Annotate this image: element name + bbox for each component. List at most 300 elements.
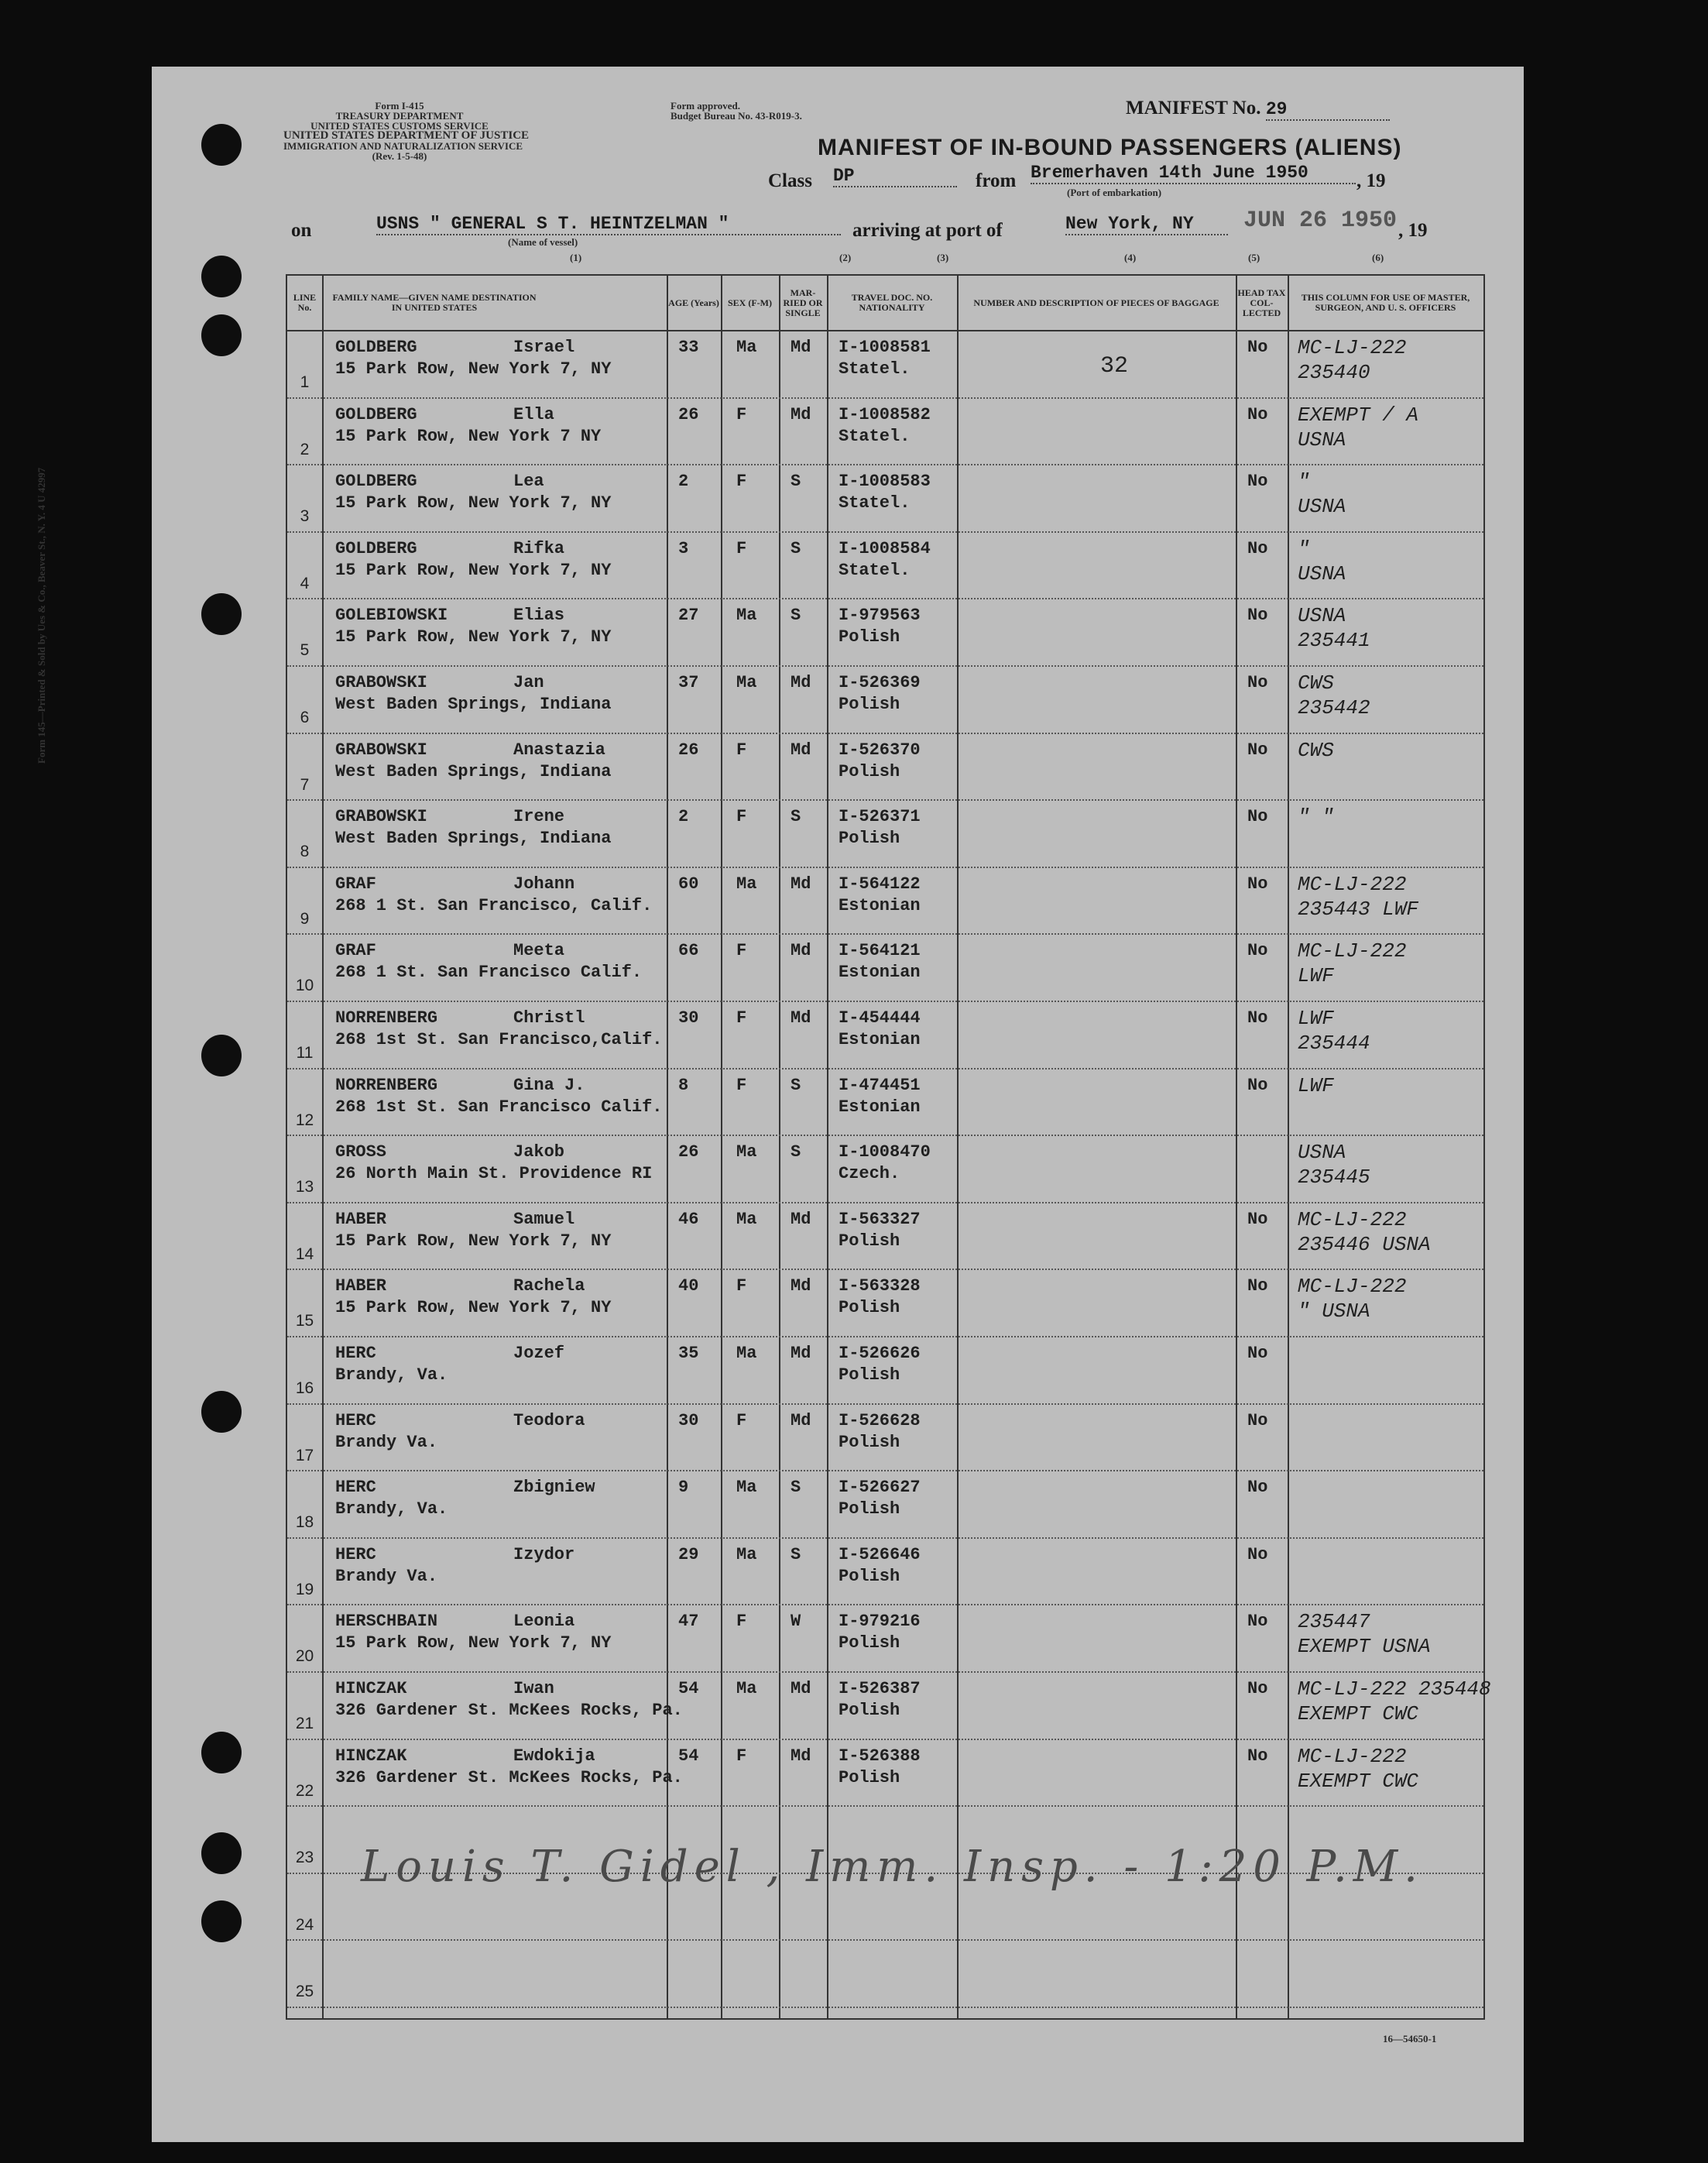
head-tax: No	[1247, 1746, 1268, 1766]
officer-note: MC-LJ-222	[1298, 1207, 1407, 1231]
sex: F	[736, 941, 747, 961]
destination: 15 Park Row, New York 7, NY	[335, 560, 612, 580]
head-tax: No	[1247, 606, 1268, 626]
officer-note: MC-LJ-222	[1298, 1744, 1407, 1768]
nationality: Estonian	[839, 1030, 921, 1049]
officer-note: LWF	[1298, 1073, 1334, 1097]
age: 30	[678, 1008, 699, 1028]
col-number: (3)	[937, 252, 949, 263]
destination: 15 Park Row, New York 7, NY	[335, 627, 612, 647]
destination: 15 Park Row, New York 7, NY	[335, 359, 612, 379]
line-number: 17	[295, 1446, 314, 1464]
age: 35	[678, 1344, 699, 1363]
age: 30	[678, 1410, 699, 1430]
given-name: Israel	[513, 338, 575, 357]
officer-note: "	[1298, 537, 1310, 561]
age: 9	[678, 1478, 689, 1498]
family-name: NORRENBERG	[335, 1008, 438, 1028]
table-row	[287, 1135, 1483, 1203]
nationality: Polish	[839, 695, 900, 714]
sex: F	[736, 1746, 747, 1766]
sex: Ma	[736, 606, 757, 626]
given-name: Rachela	[513, 1276, 585, 1296]
travel-doc-no: I-526387	[839, 1679, 921, 1698]
travel-doc-no: I-526627	[839, 1478, 921, 1498]
marital-status: S	[791, 1142, 801, 1162]
approval-note: Form approved. Budget Bureau No. 43-R019-3.	[671, 100, 802, 122]
inspector-signature: Louis T. Gidel , Imm. Insp. - 1:20 P.M.	[361, 1842, 1424, 1892]
nationality: Polish	[839, 627, 900, 647]
family-name: GRABOWSKI	[335, 807, 427, 827]
head-tax: No	[1247, 1344, 1268, 1363]
travel-doc-no: I-1008583	[839, 472, 931, 492]
sex: F	[736, 472, 747, 492]
table-row	[287, 1739, 1483, 1808]
officer-note-2: 235441	[1298, 629, 1370, 653]
officer-note-2: EXEMPT CWC	[1298, 1702, 1419, 1725]
header-officers: THIS COLUMN FOR USE OF MASTER, SURGEON, AND U. S. OFFICERS	[1301, 292, 1470, 313]
officer-note: "	[1298, 470, 1310, 494]
officer-note: CWS	[1298, 738, 1334, 762]
marital-status: S	[791, 538, 801, 558]
officer-note: MC-LJ-222	[1298, 939, 1407, 963]
officer-note: CWS	[1298, 671, 1334, 695]
travel-doc-no: I-526370	[839, 740, 921, 760]
table-row	[287, 1001, 1483, 1069]
destination: Brandy, Va.	[335, 1499, 448, 1519]
travel-doc-no: I-1008582	[839, 404, 931, 424]
family-name: GROSS	[335, 1142, 387, 1162]
line-number: 21	[295, 1715, 314, 1732]
officer-note-2: USNA	[1298, 495, 1346, 519]
line-number: 6	[300, 709, 310, 726]
line-number: 11	[296, 1044, 314, 1062]
travel-doc-no: I-979216	[839, 1612, 921, 1632]
line-number: 10	[295, 977, 314, 995]
nationality: Polish	[839, 1767, 900, 1787]
line-number: 20	[295, 1647, 314, 1666]
line-number: 4	[300, 574, 310, 592]
head-tax: No	[1247, 1544, 1268, 1564]
marital-status: S	[791, 1478, 801, 1498]
line-number: 25	[295, 1983, 314, 2001]
given-name: Irene	[513, 807, 565, 827]
marital-status: Md	[791, 1679, 811, 1698]
sex: F	[736, 740, 747, 760]
line-number: 22	[295, 1781, 314, 1800]
marital-status: Md	[791, 1746, 811, 1766]
family-name: GRABOWSKI	[335, 673, 427, 692]
nationality: Czech.	[839, 1164, 900, 1184]
nationality: Statel.	[839, 560, 911, 580]
officer-note-2: LWF	[1298, 964, 1334, 988]
nationality: Polish	[839, 1701, 900, 1720]
table-row	[287, 665, 1483, 734]
punch-hole	[201, 1832, 242, 1874]
header-name: FAMILY NAME—GIVEN NAME DESTINATION IN UNITED STATES	[332, 292, 537, 313]
sex: Ma	[736, 1478, 757, 1498]
nationality: Statel.	[839, 359, 911, 379]
family-name: HINCZAK	[335, 1746, 407, 1766]
line-number: 13	[295, 1178, 314, 1197]
officer-note-2: 235442	[1298, 696, 1370, 719]
family-name: HERC	[335, 1410, 376, 1430]
vessel-caption: (Name of vessel)	[508, 236, 578, 248]
table-row	[287, 1202, 1483, 1271]
officer-note-2: 235444	[1298, 1032, 1370, 1055]
punch-hole	[201, 593, 242, 635]
given-name: Lea	[513, 472, 544, 492]
header-baggage: NUMBER AND DESCRIPTION OF PIECES OF BAGGAGE	[973, 297, 1219, 308]
family-name: HERC	[335, 1544, 376, 1564]
printer-side-text: Form 145—Printed & Sold by Ues & Co., Beaver St., N. Y. 4 U 42997	[36, 467, 47, 764]
given-name: Jozef	[513, 1344, 565, 1363]
table-row	[287, 1403, 1483, 1472]
sex: Ma	[736, 1544, 757, 1564]
officer-note-2: 235443 LWF	[1298, 897, 1419, 921]
officer-note: 235447	[1298, 1610, 1370, 1634]
officer-note: USNA	[1298, 1141, 1346, 1165]
col-number: (6)	[1372, 252, 1384, 263]
given-name: Gina J.	[513, 1075, 585, 1095]
sex: Ma	[736, 1209, 757, 1229]
head-tax: No	[1247, 1478, 1268, 1498]
header-married: MAR-RIED OR SINGLE	[783, 287, 823, 318]
table-row	[287, 464, 1483, 533]
punch-hole	[201, 1391, 242, 1433]
nationality: Polish	[839, 1365, 900, 1385]
family-name: GOLDBERG	[335, 538, 417, 558]
officer-note-2: 235440	[1298, 361, 1370, 384]
header-age: AGE (Years)	[668, 297, 719, 308]
destination: West Baden Springs, Indiana	[335, 695, 612, 714]
head-tax: No	[1247, 538, 1268, 558]
nationality: Statel.	[839, 493, 911, 513]
officer-note: MC-LJ-222	[1298, 872, 1407, 896]
officer-note-2: 235445	[1298, 1166, 1370, 1190]
marital-status: Md	[791, 1209, 811, 1229]
marital-status: Md	[791, 874, 811, 894]
sex: F	[736, 807, 747, 827]
line-number: 19	[295, 1580, 314, 1598]
given-name: Jakob	[513, 1142, 565, 1162]
sex: Ma	[736, 673, 757, 692]
punch-hole	[201, 314, 242, 356]
travel-doc-no: I-474451	[839, 1075, 921, 1095]
travel-doc-no: I-1008584	[839, 538, 931, 558]
form-info-block: Form I-415 TREASURY DEPARTMENT UNITED STATES CUSTOMS SERVICE UNITED STATES DEPARTMENT OF JUSTICE IMMIGRATION AND NATURALIZATION SERVICE (Rev. 1-5-48)	[283, 100, 530, 162]
nationality: Polish	[839, 1298, 900, 1318]
destination: Brandy Va.	[335, 1566, 438, 1586]
given-name: Meeta	[513, 941, 565, 961]
col-number: (5)	[1248, 252, 1260, 263]
destination: Brandy, Va.	[335, 1365, 448, 1385]
table-row	[287, 1269, 1483, 1337]
head-tax: No	[1247, 1410, 1268, 1430]
age: 40	[678, 1276, 699, 1296]
marital-status: S	[791, 1075, 801, 1095]
manifest-number: MANIFEST No. 29	[1126, 98, 1390, 121]
head-tax: No	[1247, 338, 1268, 357]
table-row	[287, 1939, 1483, 2008]
destination: 15 Park Row, New York 7 NY	[335, 426, 602, 446]
nationality: Polish	[839, 761, 900, 781]
given-name: Elias	[513, 606, 565, 626]
given-name: Leonia	[513, 1612, 575, 1632]
head-tax: No	[1247, 1008, 1268, 1028]
age: 2	[678, 807, 689, 827]
nationality: Polish	[839, 829, 900, 849]
head-tax: No	[1247, 404, 1268, 424]
nationality: Polish	[839, 1566, 900, 1586]
line-number: 15	[295, 1312, 314, 1330]
nationality: Estonian	[839, 1097, 921, 1117]
nationality: Polish	[839, 1633, 900, 1653]
line-number: 7	[300, 775, 310, 794]
sex: Ma	[736, 1142, 757, 1162]
table-row	[287, 1470, 1483, 1539]
col-number: (1)	[570, 252, 582, 263]
family-name: HERC	[335, 1478, 376, 1498]
destination: 268 1 St. San Francisco, Calif.	[335, 895, 653, 915]
footer-code: 16—54650-1	[1383, 2033, 1437, 2045]
travel-doc-no: I-526371	[839, 807, 921, 827]
marital-status: Md	[791, 1276, 811, 1296]
marital-status: Md	[791, 941, 811, 961]
officer-note: USNA	[1298, 604, 1346, 628]
punch-hole	[201, 124, 242, 166]
age: 29	[678, 1544, 699, 1564]
on-label: on	[291, 220, 312, 241]
header-line-no: LINE No.	[293, 292, 317, 313]
marital-status: S	[791, 472, 801, 492]
age: 54	[678, 1679, 699, 1698]
manifest-sheet	[36, 67, 1524, 2142]
travel-doc-no: I-1008581	[839, 338, 931, 357]
baggage: 32	[1100, 353, 1129, 379]
table-row	[287, 330, 1483, 399]
family-name: HERC	[335, 1344, 376, 1363]
age: 66	[678, 941, 699, 961]
family-name: GOLDBERG	[335, 338, 417, 357]
line-number: 23	[295, 1849, 314, 1867]
family-name: GRAF	[335, 941, 376, 961]
age: 47	[678, 1612, 699, 1632]
table-row	[287, 531, 1483, 600]
officer-note-2: 235446 USNA	[1298, 1232, 1431, 1256]
marital-status: Md	[791, 673, 811, 692]
travel-doc-no: I-979563	[839, 606, 921, 626]
head-tax: No	[1247, 1679, 1268, 1698]
line-number: 2	[300, 440, 310, 458]
port-embarkation-caption: (Port of embarkation)	[1067, 187, 1162, 198]
destination: 268 1 St. San Francisco Calif.	[335, 963, 643, 983]
marital-status: S	[791, 1544, 801, 1564]
officer-note: EXEMPT / A	[1298, 403, 1419, 427]
age: 26	[678, 404, 699, 424]
given-name: Anastazia	[513, 740, 605, 760]
travel-doc-no: I-526626	[839, 1344, 921, 1363]
punch-hole	[201, 1900, 242, 1942]
family-name: GOLEBIOWSKI	[335, 606, 448, 626]
line-number: 18	[295, 1513, 314, 1532]
age: 27	[678, 606, 699, 626]
given-name: Izydor	[513, 1544, 575, 1564]
age: 26	[678, 740, 699, 760]
from-value: Bremerhaven 14th June 1950	[1031, 163, 1356, 184]
class-value: DP	[833, 166, 957, 187]
arriving-label: arriving at port of	[852, 220, 1003, 241]
family-name: HABER	[335, 1276, 387, 1296]
officer-note: MC-LJ-222	[1298, 336, 1407, 359]
nationality: Statel.	[839, 426, 911, 446]
head-tax: No	[1247, 941, 1268, 961]
destination: 15 Park Row, New York 7, NY	[335, 1231, 612, 1251]
head-tax: No	[1247, 673, 1268, 692]
header-head-tax: HEAD TAX COL-LECTED	[1237, 287, 1286, 318]
given-name: Samuel	[513, 1209, 575, 1229]
sex: F	[736, 1008, 747, 1028]
family-name: HABER	[335, 1209, 387, 1229]
destination: West Baden Springs, Indiana	[335, 761, 612, 781]
given-name: Rifka	[513, 538, 565, 558]
travel-doc-no: I-564122	[839, 874, 921, 894]
given-name: Zbigniew	[513, 1478, 595, 1498]
officer-note: MC-LJ-222 235448	[1298, 1677, 1491, 1701]
age: 26	[678, 1142, 699, 1162]
punch-hole	[201, 1732, 242, 1773]
destination: 15 Park Row, New York 7, NY	[335, 1298, 612, 1318]
col-number: (2)	[839, 252, 852, 263]
head-tax: No	[1247, 1612, 1268, 1632]
travel-doc-no: I-563328	[839, 1276, 921, 1296]
officer-note: MC-LJ-222	[1298, 1275, 1407, 1299]
header-sex: SEX (F-M)	[728, 297, 772, 308]
sex: F	[736, 404, 747, 424]
col-number: (4)	[1124, 252, 1137, 263]
given-name: Christl	[513, 1008, 585, 1028]
table-row	[287, 397, 1483, 466]
table-row	[287, 1336, 1483, 1405]
age: 54	[678, 1746, 699, 1766]
officer-note-2: " USNA	[1298, 1300, 1370, 1324]
head-tax: No	[1247, 807, 1268, 827]
nationality: Estonian	[839, 963, 921, 983]
family-name: NORRENBERG	[335, 1075, 438, 1095]
year-suffix-2: , 19	[1398, 220, 1428, 241]
punch-hole	[201, 1035, 242, 1076]
head-tax: No	[1247, 1276, 1268, 1296]
officer-note: LWF	[1298, 1007, 1334, 1030]
table-row	[287, 1604, 1483, 1673]
given-name: Iwan	[513, 1679, 554, 1698]
sex: Ma	[736, 338, 757, 357]
marital-status: Md	[791, 1344, 811, 1363]
travel-doc-no: I-1008470	[839, 1142, 931, 1162]
line-number: 1	[300, 373, 310, 391]
age: 2	[678, 472, 689, 492]
marital-status: S	[791, 606, 801, 626]
marital-status: Md	[791, 404, 811, 424]
age: 46	[678, 1209, 699, 1229]
sex: F	[736, 1075, 747, 1095]
age: 60	[678, 874, 699, 894]
travel-doc-no: I-526369	[839, 673, 921, 692]
table-row	[287, 933, 1483, 1002]
age: 33	[678, 338, 699, 357]
travel-doc-no: I-526628	[839, 1410, 921, 1430]
officer-note: " "	[1298, 805, 1334, 829]
table-row	[287, 1671, 1491, 1740]
class-label: Class	[768, 170, 812, 191]
destination: 15 Park Row, New York 7, NY	[335, 1633, 612, 1653]
line-number: 3	[300, 507, 310, 526]
marital-status: S	[791, 807, 801, 827]
head-tax: No	[1247, 1209, 1268, 1229]
family-name: GRAF	[335, 874, 376, 894]
travel-doc-no: I-454444	[839, 1008, 921, 1028]
table-row	[287, 598, 1483, 667]
sex: F	[736, 538, 747, 558]
line-number: 9	[300, 909, 310, 928]
travel-doc-no: I-526388	[839, 1746, 921, 1766]
officer-note-2: USNA	[1298, 561, 1346, 585]
given-name: Jan	[513, 673, 544, 692]
head-tax: No	[1247, 874, 1268, 894]
sex: F	[736, 1612, 747, 1632]
passenger-table	[286, 274, 1491, 2020]
destination: 326 Gardener St. McKees Rocks, Pa.	[335, 1767, 683, 1787]
age: 8	[678, 1075, 689, 1095]
marital-status: Md	[791, 338, 811, 357]
line-number: 16	[295, 1379, 314, 1397]
sex: Ma	[736, 1679, 757, 1698]
officer-note-2: EXEMPT CWC	[1298, 1769, 1419, 1793]
arrival-date-stamp: JUN 26 1950	[1243, 208, 1398, 234]
travel-doc-no: I-564121	[839, 941, 921, 961]
table-row	[287, 1068, 1483, 1137]
family-name: HINCZAK	[335, 1679, 407, 1698]
age: 37	[678, 673, 699, 692]
given-name: Ewdokija	[513, 1746, 595, 1766]
travel-doc-no: I-563327	[839, 1209, 921, 1229]
destination: 26 North Main St. Providence RI	[335, 1164, 653, 1184]
head-tax: No	[1247, 740, 1268, 760]
destination: 268 1st St. San Francisco,Calif.	[335, 1030, 663, 1049]
sex: F	[736, 1276, 747, 1296]
destination: 268 1st St. San Francisco Calif.	[335, 1097, 663, 1117]
line-number: 24	[295, 1915, 314, 1934]
sex: F	[736, 1410, 747, 1430]
marital-status: Md	[791, 1008, 811, 1028]
sex: Ma	[736, 1344, 757, 1363]
line-number: 14	[295, 1245, 314, 1263]
vessel-name: USNS " GENERAL S T. HEINTZELMAN "	[376, 214, 841, 235]
destination: West Baden Springs, Indiana	[335, 829, 612, 849]
head-tax: No	[1247, 1075, 1268, 1095]
family-name: HERSCHBAIN	[335, 1612, 438, 1632]
line-number: 12	[295, 1111, 314, 1129]
line-number: 8	[300, 843, 310, 861]
sex: Ma	[736, 874, 757, 894]
officer-note-2: USNA	[1298, 427, 1346, 451]
given-name: Johann	[513, 874, 575, 894]
family-name: GRABOWSKI	[335, 740, 427, 760]
punch-hole	[201, 256, 242, 297]
marital-status: W	[791, 1612, 801, 1632]
officer-note-2: EXEMPT USNA	[1298, 1635, 1431, 1659]
marital-status: Md	[791, 740, 811, 760]
